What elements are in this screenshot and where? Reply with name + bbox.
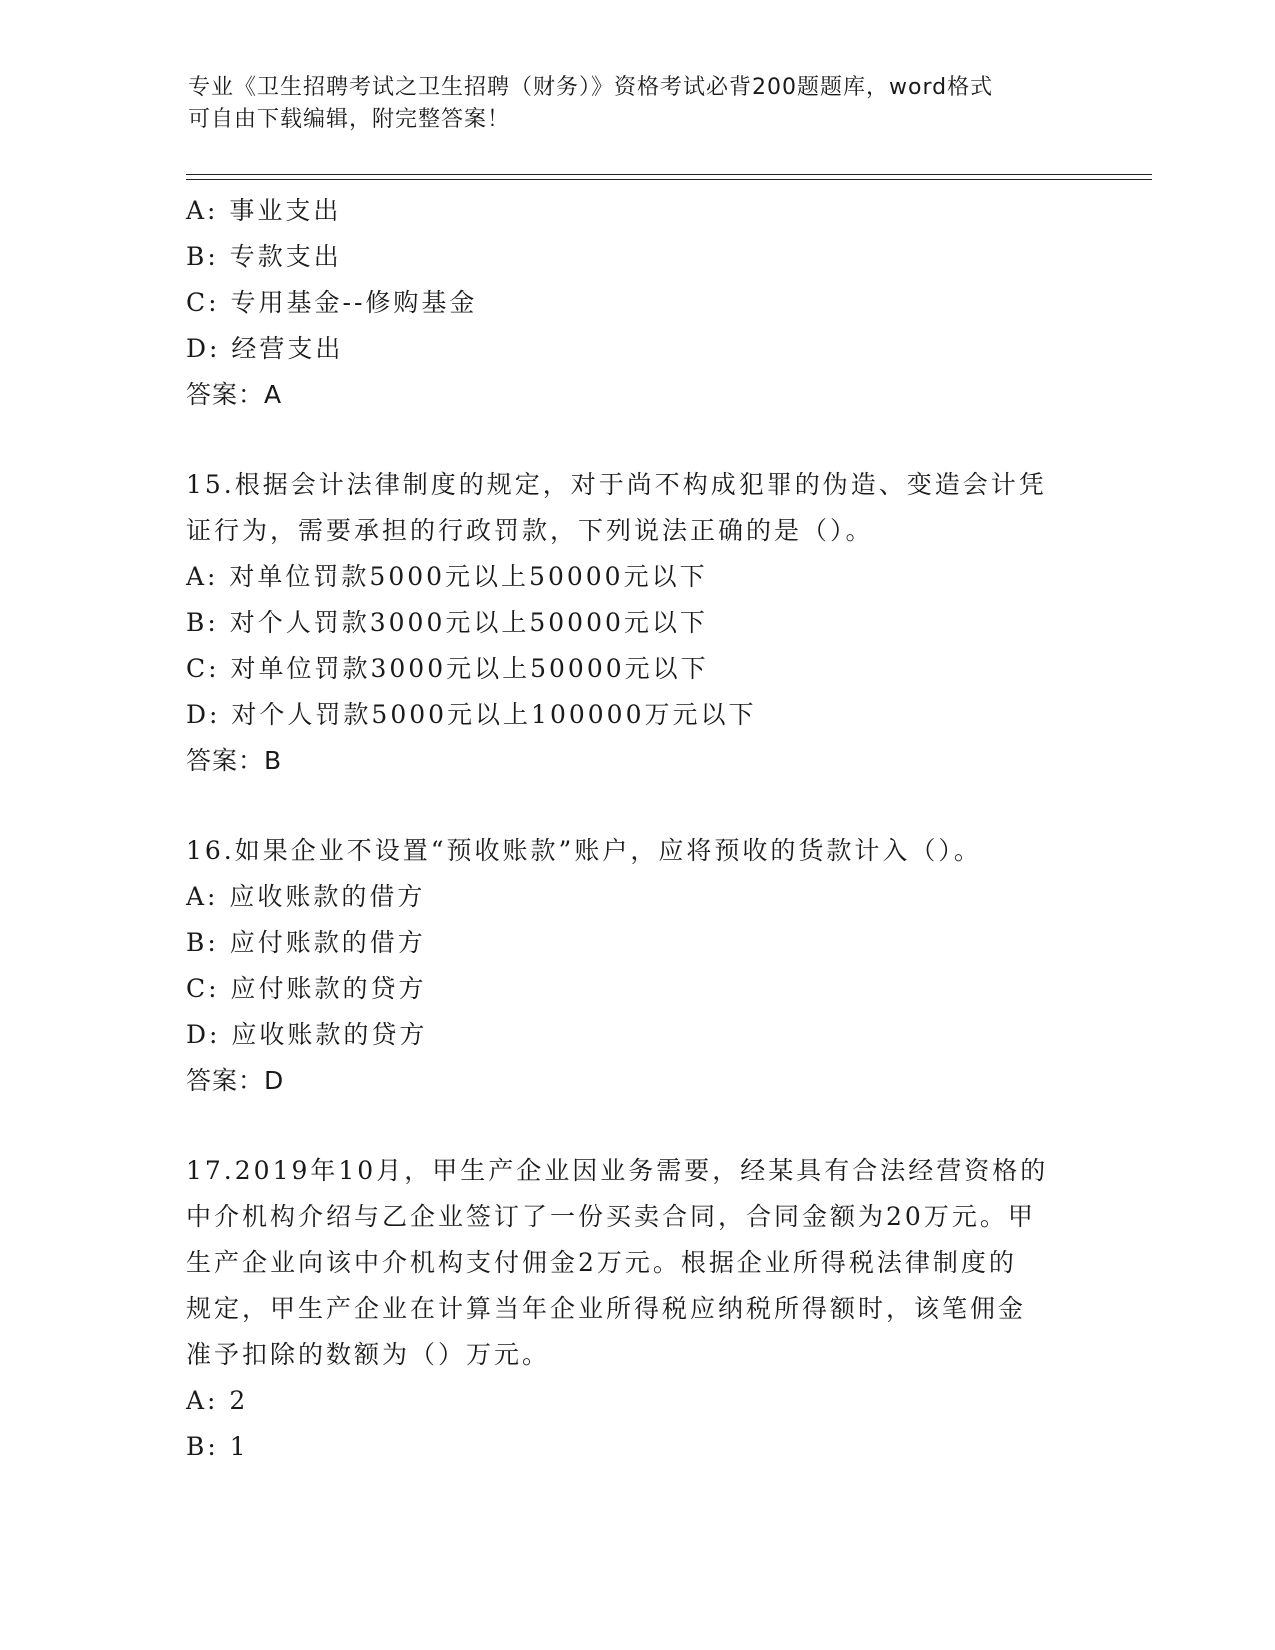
option-b: B: 应付账款的借方 <box>186 928 426 957</box>
option-b: B: 专款支出 <box>186 242 342 271</box>
question-17 <box>186 1148 1086 1470</box>
option-d: D: 对个人罚款5000元以上100000万元以下 <box>186 700 757 729</box>
question-stem-line: 证行为，需要承担的行政罚款，下列说法正确的是（）。 <box>186 516 874 545</box>
question-stem-line: 15.根据会计法律制度的规定，对于尚不构成犯罪的伪造、变造会计凭 <box>186 470 1047 499</box>
option-c: C: 对单位罚款3000元以上50000元以下 <box>186 654 709 683</box>
option-c: C: 应付账款的贷方 <box>186 974 427 1003</box>
carryover-options <box>186 188 1086 418</box>
answer-line: 答案：A <box>186 380 283 409</box>
question-stem-line: 中介机构介绍与乙企业签订了一份买卖合同，合同金额为20万元。甲 <box>186 1202 1036 1231</box>
option-a: A: 2 <box>186 1386 249 1415</box>
question-list <box>186 188 1086 1470</box>
header-line-2: 可自由下载编辑，附完整答案！ <box>188 107 511 132</box>
option-a: A: 应收账款的借方 <box>186 882 426 911</box>
header-divider-top <box>186 174 1152 175</box>
question-stem-line: 准予扣除的数额为（）万元。 <box>186 1340 551 1369</box>
option-c: C: 专用基金--修购基金 <box>186 288 478 317</box>
option-d: D: 应收账款的贷方 <box>186 1020 428 1049</box>
answer-line: 答案：B <box>186 746 283 775</box>
question-stem-line: 规定，甲生产企业在计算当年企业所得税应纳税所得额时，该笔佣金 <box>186 1294 1027 1323</box>
option-a: A: 对单位罚款5000元以上50000元以下 <box>186 562 708 591</box>
question-stem-line: 生产企业向该中介机构支付佣金2万元。根据企业所得税法律制度的 <box>186 1248 1017 1277</box>
option-b: B: 1 <box>186 1432 249 1461</box>
question-16 <box>186 828 1086 1104</box>
option-d: D: 经营支出 <box>186 334 344 363</box>
header-divider-bottom <box>186 179 1152 180</box>
header-line-1: 专业《卫生招聘考试之卫生招聘（财务）》资格考试必背200题题库，word格式 <box>188 75 994 100</box>
option-b: B: 对个人罚款3000元以上50000元以下 <box>186 608 708 637</box>
question-stem-line: 16.如果企业不设置“预收账款”账户，应将预收的货款计入（）。 <box>186 836 982 865</box>
option-a: A: 事业支出 <box>186 196 342 225</box>
answer-line: 答案：D <box>186 1066 285 1095</box>
question-15 <box>186 462 1086 784</box>
question-stem-line: 17.2019年10月，甲生产企业因业务需要，经某具有合法经营资格的 <box>186 1156 1049 1185</box>
document-header <box>188 72 1068 136</box>
